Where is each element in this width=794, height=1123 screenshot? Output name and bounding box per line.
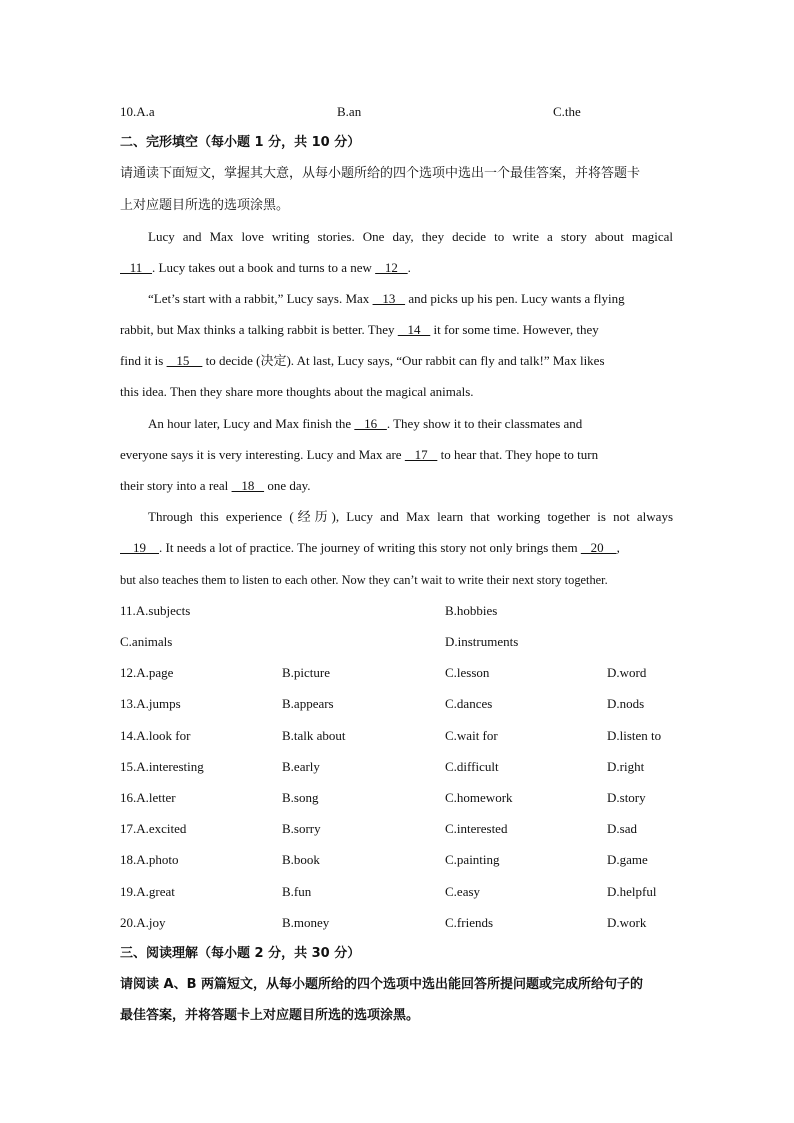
- blank-16: 16: [354, 416, 387, 431]
- q10-option-b: B.an: [337, 104, 362, 119]
- blank-20: 20: [580, 540, 617, 555]
- q15-option-d: D.right: [607, 759, 645, 774]
- q20-option-b: B.money: [282, 915, 330, 930]
- q13-option-d: D.nods: [607, 696, 645, 711]
- passage-p1-line2: 11 . Lucy takes out a book and turns to a new 12 .: [120, 260, 411, 275]
- q18-option-c: C.painting: [445, 852, 500, 867]
- q16-option-c: C.homework: [445, 790, 513, 805]
- q12-option-b: B.picture: [282, 665, 331, 680]
- q19-option-b: B.fun: [282, 884, 312, 899]
- q18-option-a: 18.A.photo: [120, 852, 179, 867]
- q17-option-b: B.sorry: [282, 821, 321, 836]
- blank-18: 18: [231, 478, 265, 493]
- q16-option-a: 16.A.letter: [120, 790, 176, 805]
- q11-option-d: D.instruments: [445, 634, 519, 649]
- q20-option-c: C.friends: [445, 915, 494, 930]
- q13-option-b: B.appears: [282, 696, 334, 711]
- passage-p2-line4: this idea. Then they share more thoughts about the magical animals.: [120, 384, 474, 399]
- q12-option-d: D.word: [607, 665, 647, 680]
- q17-option-a: 17.A.excited: [120, 821, 187, 836]
- blank-13: 13: [372, 291, 406, 306]
- q12-option-a: 12.A.page: [120, 665, 174, 680]
- q10-option-c: C.the: [553, 104, 581, 119]
- blank-11: 11: [120, 260, 153, 275]
- q12-option-c: C.lesson: [445, 665, 490, 680]
- q13-option-a: 13.A.jumps: [120, 696, 181, 711]
- q13-option-c: C.dances: [445, 696, 493, 711]
- q20-option-a: 20.A.joy: [120, 915, 166, 930]
- passage-p2-line1: “Let’s start with a rabbit,” Lucy says. Max 13 and picks up his pen. Lucy wants a flying: [148, 291, 625, 306]
- q18-option-d: D.game: [607, 852, 648, 867]
- q17-option-d: D.sad: [607, 821, 637, 836]
- passage-p3-line3: their story into a real 18 one day.: [120, 478, 311, 493]
- q15-option-c: C.difficult: [445, 759, 499, 774]
- q11-option-b: B.hobbies: [445, 603, 498, 618]
- q14-option-b: B.talk about: [282, 728, 346, 743]
- blank-17: 17: [404, 447, 438, 462]
- section3-instruction-line2: 最佳答案，并将答题卡上对应题目所选的选项涂黑。: [120, 1008, 420, 1023]
- q19-option-d: D.helpful: [607, 884, 657, 899]
- q17-option-c: C.interested: [445, 821, 508, 836]
- q16-option-d: D.story: [607, 790, 646, 805]
- section3-instruction-line1: 请阅读 A、B 两篇短文，从每小题所给的四个选项中选出能回答所提问题或完成所给句子的: [120, 977, 644, 992]
- q19-option-a: 19.A.great: [120, 884, 175, 899]
- blank-14: 14: [397, 322, 431, 337]
- q19-option-c: C.easy: [445, 884, 481, 899]
- passage-p2-line3: find it is 15 to decide (决定). At last, Lucy says, “Our rabbit can fly and talk!” Max likes: [120, 353, 605, 368]
- q16-option-b: B.song: [282, 790, 319, 805]
- section2-instruction-line1: 请通读下面短文，掌握其大意，从每小题所给的四个选项中选出一个最佳答案，并将答题卡: [120, 166, 641, 181]
- blank-19: 19: [120, 540, 159, 555]
- passage-p1-line1: Lucy and Max love writing stories. One day, they decide to write a story about magical: [148, 229, 673, 244]
- q11-option-c: C.animals: [120, 634, 173, 649]
- q15-option-a: 15.A.interesting: [120, 759, 204, 774]
- q14-option-c: C.wait for: [445, 728, 498, 743]
- passage-p4-line3: but also teaches them to listen to each other. Now they can’t wait to write their next story together.: [120, 573, 608, 587]
- section2-instruction-line2: 上对应题目所选的选项涂黑。: [120, 198, 290, 213]
- q14-option-a: 14.A.look for: [120, 728, 191, 743]
- passage-p4-line2: 19 . It needs a lot of practice. The journey of writing this story not only brings them 20 ,: [120, 540, 620, 555]
- q10-option-a: 10.A.a: [120, 104, 155, 119]
- passage-p2-line2: rabbit, but Max thinks a talking rabbit is better. They 14 it for some time. However, they: [120, 322, 599, 337]
- section3-heading: 三、阅读理解（每小题 2 分，共 30 分）: [120, 946, 361, 961]
- q15-option-b: B.early: [282, 759, 320, 774]
- q20-option-d: D.work: [607, 915, 647, 930]
- passage-p3-line1: An hour later, Lucy and Max finish the 16 . They show it to their classmates and: [148, 416, 583, 431]
- blank-15: 15: [166, 353, 203, 368]
- section2-heading: 二、完形填空（每小题 1 分，共 10 分）: [120, 135, 361, 150]
- q14-option-d: D.listen to: [607, 728, 662, 743]
- passage-p4-line1: Through this experience (经历), Lucy and Max learn that working together is not always: [148, 509, 673, 524]
- q18-option-b: B.book: [282, 852, 320, 867]
- q11-option-a: 11.A.subjects: [120, 603, 191, 618]
- passage-p3-line2: everyone says it is very interesting. Lucy and Max are 17 to hear that. They hope to turn: [120, 447, 599, 462]
- blank-12: 12: [375, 260, 408, 275]
